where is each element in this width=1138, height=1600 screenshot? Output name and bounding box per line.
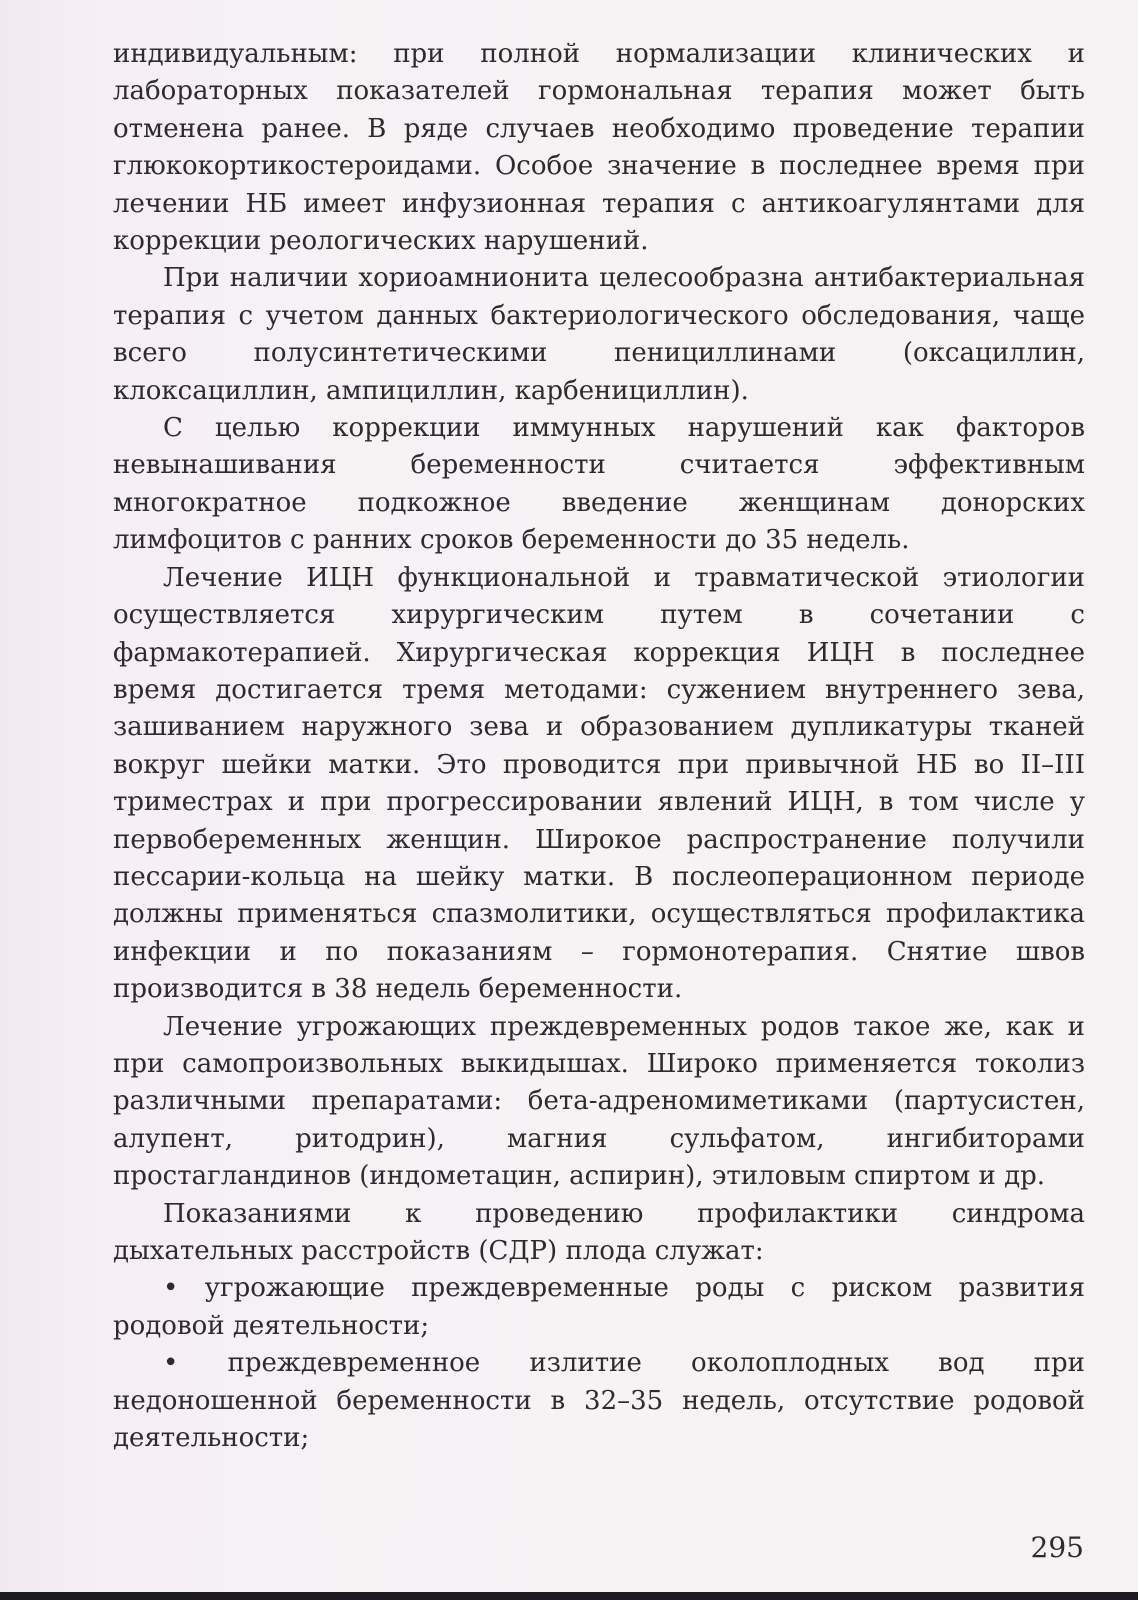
paragraph-immune: С целью коррекции иммунных нарушений как факторов невынашивания беременности считается эффективным многократное подкожное введение женщинам донорских лимфоцитов с ранних сроков беременности до 35 недель. [113, 413, 1085, 556]
paragraph-antibacterial: При наличии хориоамнионита целесообразна антибактериальная терапия с учетом данных бактериологического обследования, чаще всего полусинтетическими пенициллинами (оксациллин, клоксациллин, ампициллин, карбенициллин). [113, 263, 1085, 406]
paragraph-sdr: Показаниями к проведению профилактики синдрома дыхательных расстройств (СДР) плода служат: [113, 1198, 1085, 1266]
paragraph-icn: Лечение ИЦН функциональной и травматической этиологии осуществляется хирургическим путем в сочетании с фармакотерапией. Хирургическая коррекция ИЦН в последнее время достигается тремя методами: сужением внутреннего зева, зашиванием наружного зева и образованием дупликатуры тканей вокруг шейки матки. Это проводится при привычной НБ во II–III триместрах и при прогрессировании явлений ИЦН, в том числе у первобеременных женщин. Широкое распространение получили пессарии-кольца на шейку матки. В послеоперационном периоде должны применяться спазмолитики, осуществляться профилактика инфекции и по показаниям – гормонотерапия. Снятие швов производится в 38 недель беременности. [113, 562, 1085, 1005]
body-text [113, 36, 1085, 1457]
paragraph-preterm: Лечение угрожающих преждевременных родов такое же, как и при самопроизвольных выкидышах. Широко применяется токолиз различными препаратами: бета-адреномиметиками (партусистен, алупент, ритодрин), магния сульфатом, ингибиторами простагландинов (индометацин, аспирин), этиловым спиртом и др. [113, 1011, 1085, 1192]
list-item: • преждевременное излитие околоплодных вод при недоношенной беременности в 32–35 недель, отсутствие родовой деятельности; [113, 1348, 1085, 1454]
page-number: 295 [1030, 1531, 1084, 1564]
scan-bottom-edge [0, 1592, 1138, 1600]
paragraph-continuation: индивидуальным: при полной нормализации клинических и лабораторных показателей гормональная терапия может быть отменена ранее. В ряде случаев необходимо проведение терапии глюкокортикостероидами. Особое значение в последнее время при лечении НБ имеет инфузионная терапия с антикоагулянтами для коррекции реологических нарушений. [113, 39, 1085, 257]
list-item: • угрожающие преждевременные роды с риском развития родовой деятельности; [113, 1273, 1085, 1341]
